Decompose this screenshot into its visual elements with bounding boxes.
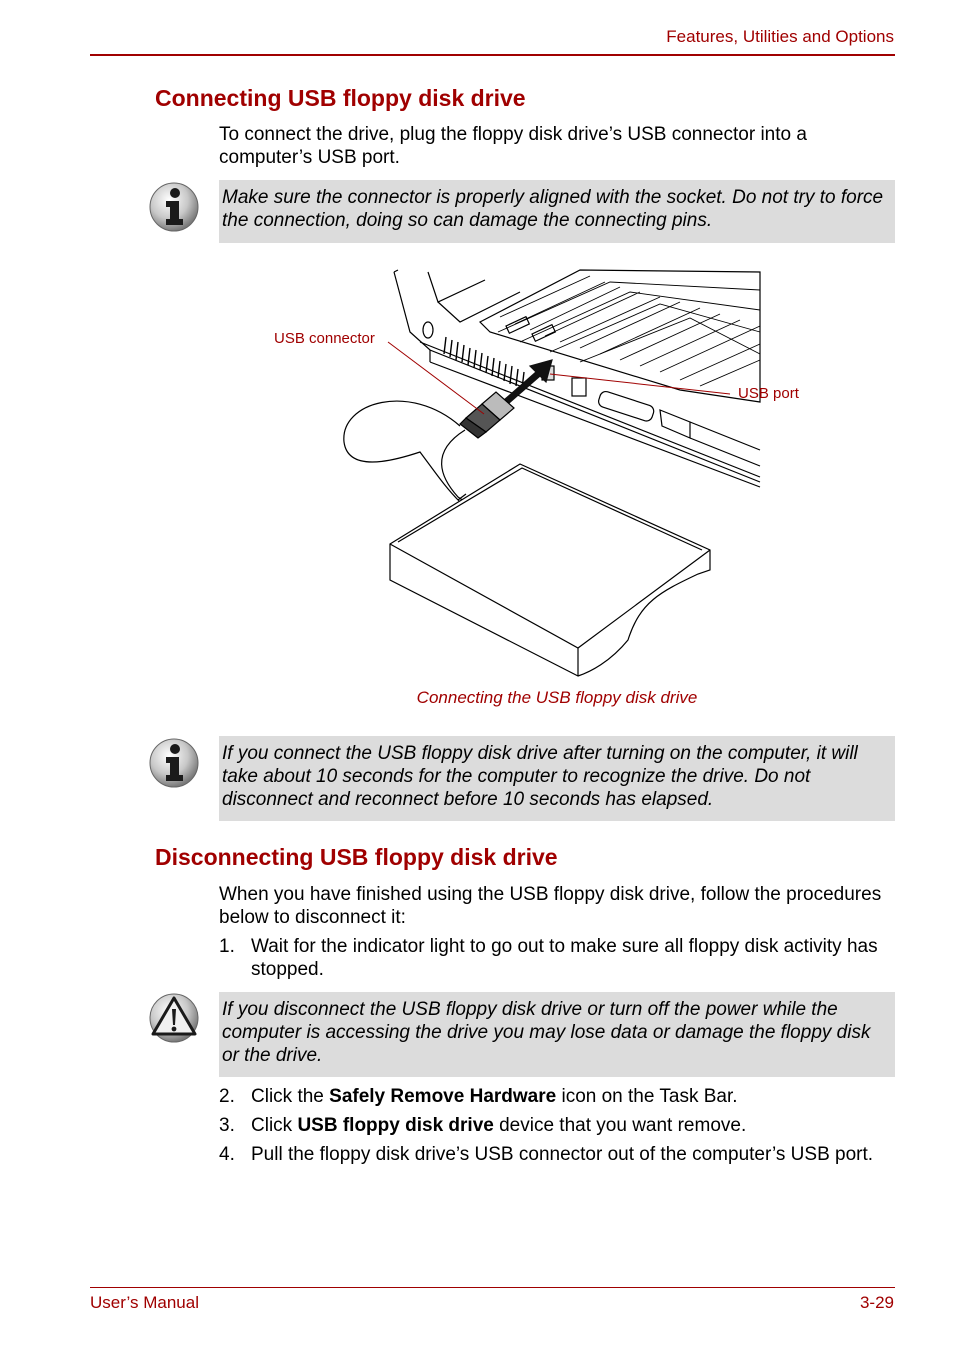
note-text-alignment: Make sure the connector is properly aligned with the socket. Do not try to force the connection, doing so can damage the connecting pins. bbox=[222, 187, 884, 231]
note-text-recognition: If you connect the USB floppy disk drive after turning on the computer, it will take about 10 seconds for the computer to recognize the drive. Do not disconnect and reconnect before 10 seconds has elapsed. bbox=[222, 743, 858, 810]
info-icon bbox=[148, 737, 200, 789]
disconnecting-intro: When you have finished using the USB floppy disk drive, follow the procedures below to disconnect it: bbox=[219, 884, 882, 928]
page-number: 3-29 bbox=[859, 1293, 894, 1312]
warning-box-data-loss bbox=[219, 992, 895, 1077]
section-title-disconnecting: Disconnecting USB floppy disk drive bbox=[155, 844, 558, 870]
list-item-step-4 bbox=[219, 1143, 895, 1166]
usb-floppy-illustration bbox=[260, 262, 820, 682]
list-item-step-1 bbox=[219, 935, 895, 981]
label-usb-port: USB port bbox=[738, 385, 799, 402]
info-icon bbox=[148, 181, 200, 233]
usb-floppy-disk-drive-term: USB floppy disk drive bbox=[297, 1115, 494, 1136]
step-number: 4. bbox=[219, 1144, 235, 1165]
step-number: 1. bbox=[219, 936, 235, 957]
note-box-recognition bbox=[219, 736, 895, 821]
header-rule bbox=[90, 54, 895, 56]
warning-text: If you disconnect the USB floppy disk drive or turn off the power while the computer is accessing the drive you may lose data or damage the floppy disk or the drive. bbox=[222, 999, 871, 1066]
footer-manual-title: User’s Manual bbox=[90, 1293, 199, 1312]
warning-icon bbox=[148, 992, 200, 1044]
figure-caption: Connecting the USB floppy disk drive bbox=[416, 688, 698, 707]
step-text: Pull the floppy disk drive’s USB connector out of the computer’s USB port. bbox=[251, 1144, 874, 1165]
step-text: device that you want remove. bbox=[493, 1115, 747, 1136]
step-number: 2. bbox=[219, 1086, 235, 1107]
step-text: icon on the Task Bar. bbox=[556, 1086, 738, 1107]
note-box-alignment bbox=[219, 180, 895, 243]
port-leader-line bbox=[550, 374, 730, 394]
step-text: Click bbox=[251, 1115, 298, 1136]
step-text: Click the bbox=[251, 1086, 330, 1107]
running-header: Features, Utilities and Options bbox=[666, 27, 894, 46]
list-item-step-2 bbox=[219, 1085, 895, 1108]
safely-remove-hardware-term: Safely Remove Hardware bbox=[329, 1086, 557, 1107]
step-number: 3. bbox=[219, 1115, 235, 1136]
step-text: Wait for the indicator light to go out to make sure all floppy disk activity has stopped. bbox=[251, 936, 878, 980]
label-usb-connector: USB connector bbox=[274, 330, 375, 347]
connecting-intro: To connect the drive, plug the floppy disk drive’s USB connector into a computer’s USB port. bbox=[219, 124, 807, 168]
section-title-connecting: Connecting USB floppy disk drive bbox=[155, 85, 526, 111]
footer-rule bbox=[90, 1287, 895, 1288]
list-item-step-3 bbox=[219, 1114, 895, 1137]
